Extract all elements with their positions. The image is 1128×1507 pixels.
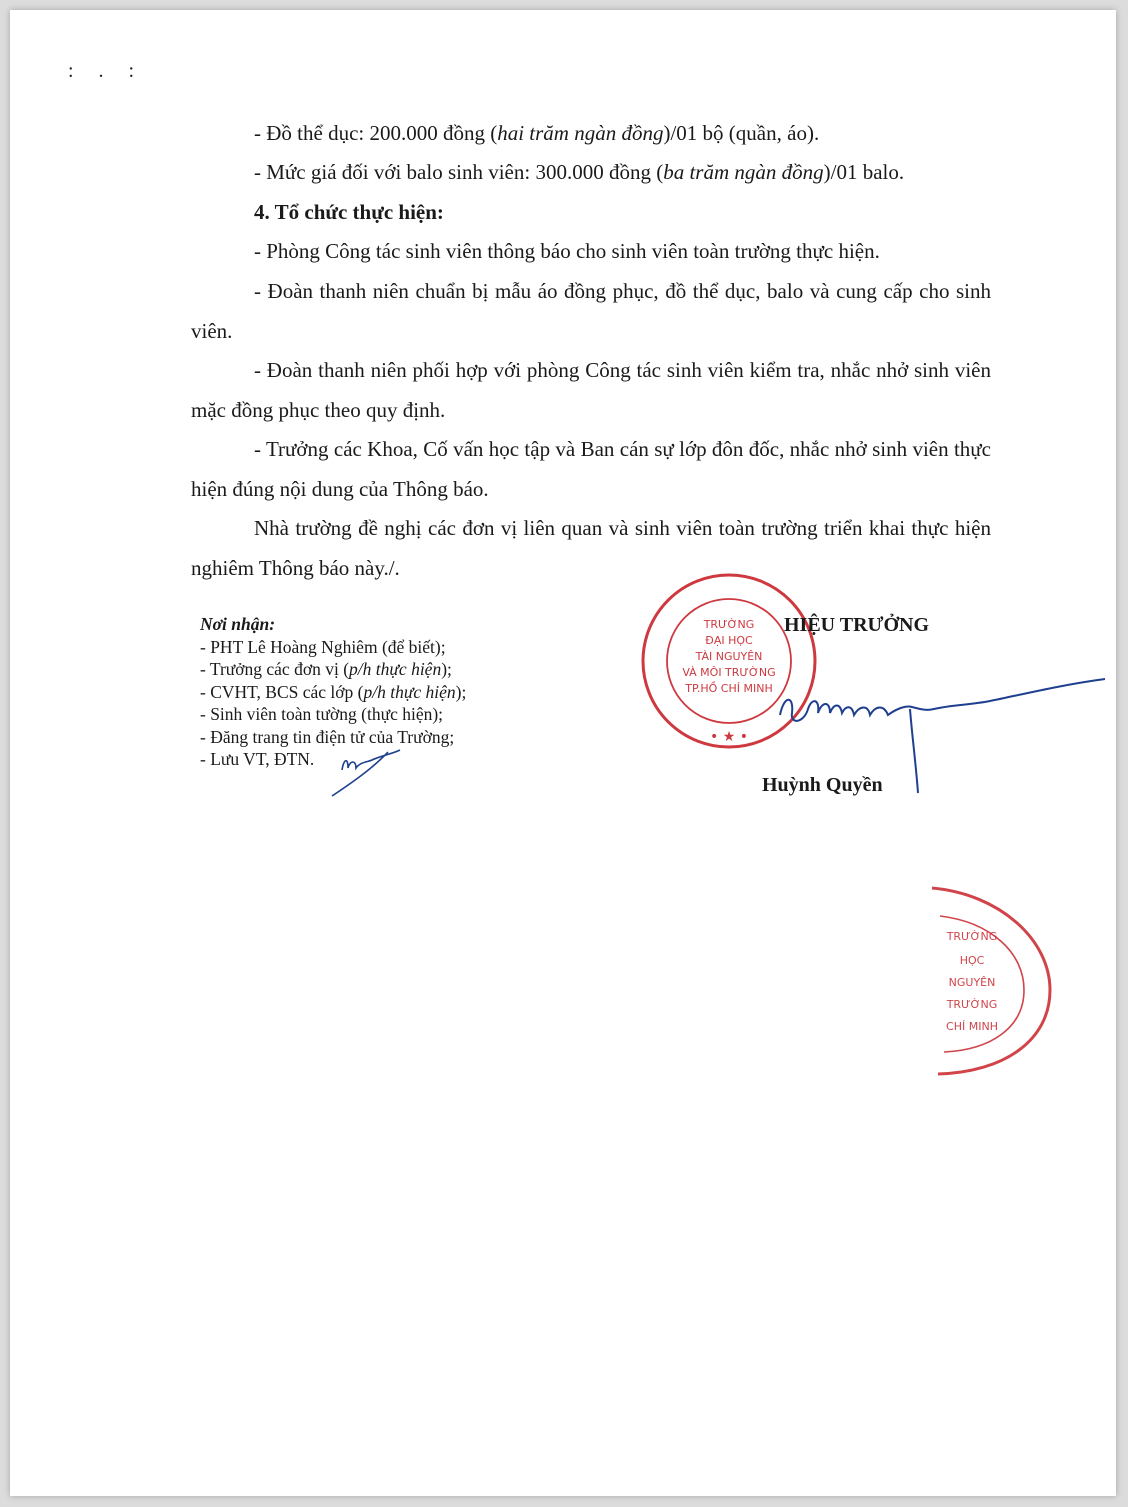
svg-text:NGUYÊN: NGUYÊN [948, 976, 996, 989]
paragraph-3: - Đoàn thanh niên phối hợp với phòng Công tác sinh viên kiểm tra, nhắc nhở sinh viên mặc đồng phục theo quy định. [191, 358, 991, 422]
svg-text:TRƯỜNG: TRƯỜNG [703, 618, 755, 631]
partial-seal [910, 880, 1060, 1080]
paragraph-2: - Đoàn thanh niên chuẩn bị mẫu áo đồng phục, đồ thể dục, balo và cung cấp cho sinh viên. [191, 279, 991, 343]
initial-scribble [328, 740, 418, 800]
section-heading: 4. Tổ chức thực hiện: [254, 200, 444, 224]
recipient-line: - Đăng trang tin điện tử của Trường; [200, 726, 455, 747]
svg-text:HỌC: HỌC [959, 954, 985, 967]
recipient-line: - Sinh viên toàn tường (thực hiện); [200, 704, 444, 724]
svg-text:VÀ MÔI TRƯỜNG: VÀ MÔI TRƯỜNG [682, 666, 776, 679]
recipient-line: - CVHT, BCS các lớp (p/h thực hiện); [200, 681, 467, 702]
signatory-title: HIỆU TRƯỞNG [784, 614, 930, 636]
item-backpack: - Mức giá đối với balo sinh viên: 300.000 đồng (ba trăm ngàn đồng)/01 balo. [254, 160, 905, 184]
recipient-line: - Trưởng các đơn vị (p/h thực hiện); [200, 659, 452, 679]
header-marks: : . : [68, 60, 145, 82]
svg-text:ĐẠI HỌC: ĐẠI HỌC [705, 634, 753, 647]
paragraph-4: - Trưởng các Khoa, Cố vấn học tập và Ban cán sự lớp đôn đốc, nhắc nhở sinh viên thực hiện đúng nội dung của Thông báo. [191, 437, 991, 501]
svg-text:TRƯỜNG: TRƯỜNG [946, 930, 998, 943]
recipients-title: Nơi nhận: [200, 614, 276, 634]
signatory-name: Huỳnh Quyền [762, 774, 883, 796]
svg-text:TÀI NGUYÊN: TÀI NGUYÊN [695, 650, 763, 663]
item-sportswear: - Đồ thể dục: 200.000 đồng (hai trăm ngàn đồng)/01 bộ (quần, áo). [254, 121, 820, 145]
svg-text:TP.HỒ CHÍ MINH: TP.HỒ CHÍ MINH [685, 682, 773, 695]
paragraph-1: - Phòng Công tác sinh viên thông báo cho sinh viên toàn trường thực hiện. [254, 239, 880, 263]
svg-text:CHÍ MINH: CHÍ MINH [946, 1020, 998, 1033]
svg-text:TRƯỜNG: TRƯỜNG [946, 998, 998, 1011]
document-page [10, 10, 1116, 1496]
recipient-line: - PHT Lê Hoàng Nghiêm (để biết); [200, 636, 446, 657]
paragraph-5: Nhà trường đề nghị các đơn vị liên quan và sinh viên toàn trường triển khai thực hiện nghiêm Thông báo này./. [191, 516, 991, 580]
recipient-line: - Lưu VT, ĐTN. [200, 749, 315, 769]
svg-text:• ★ •: • ★ • [710, 729, 748, 745]
